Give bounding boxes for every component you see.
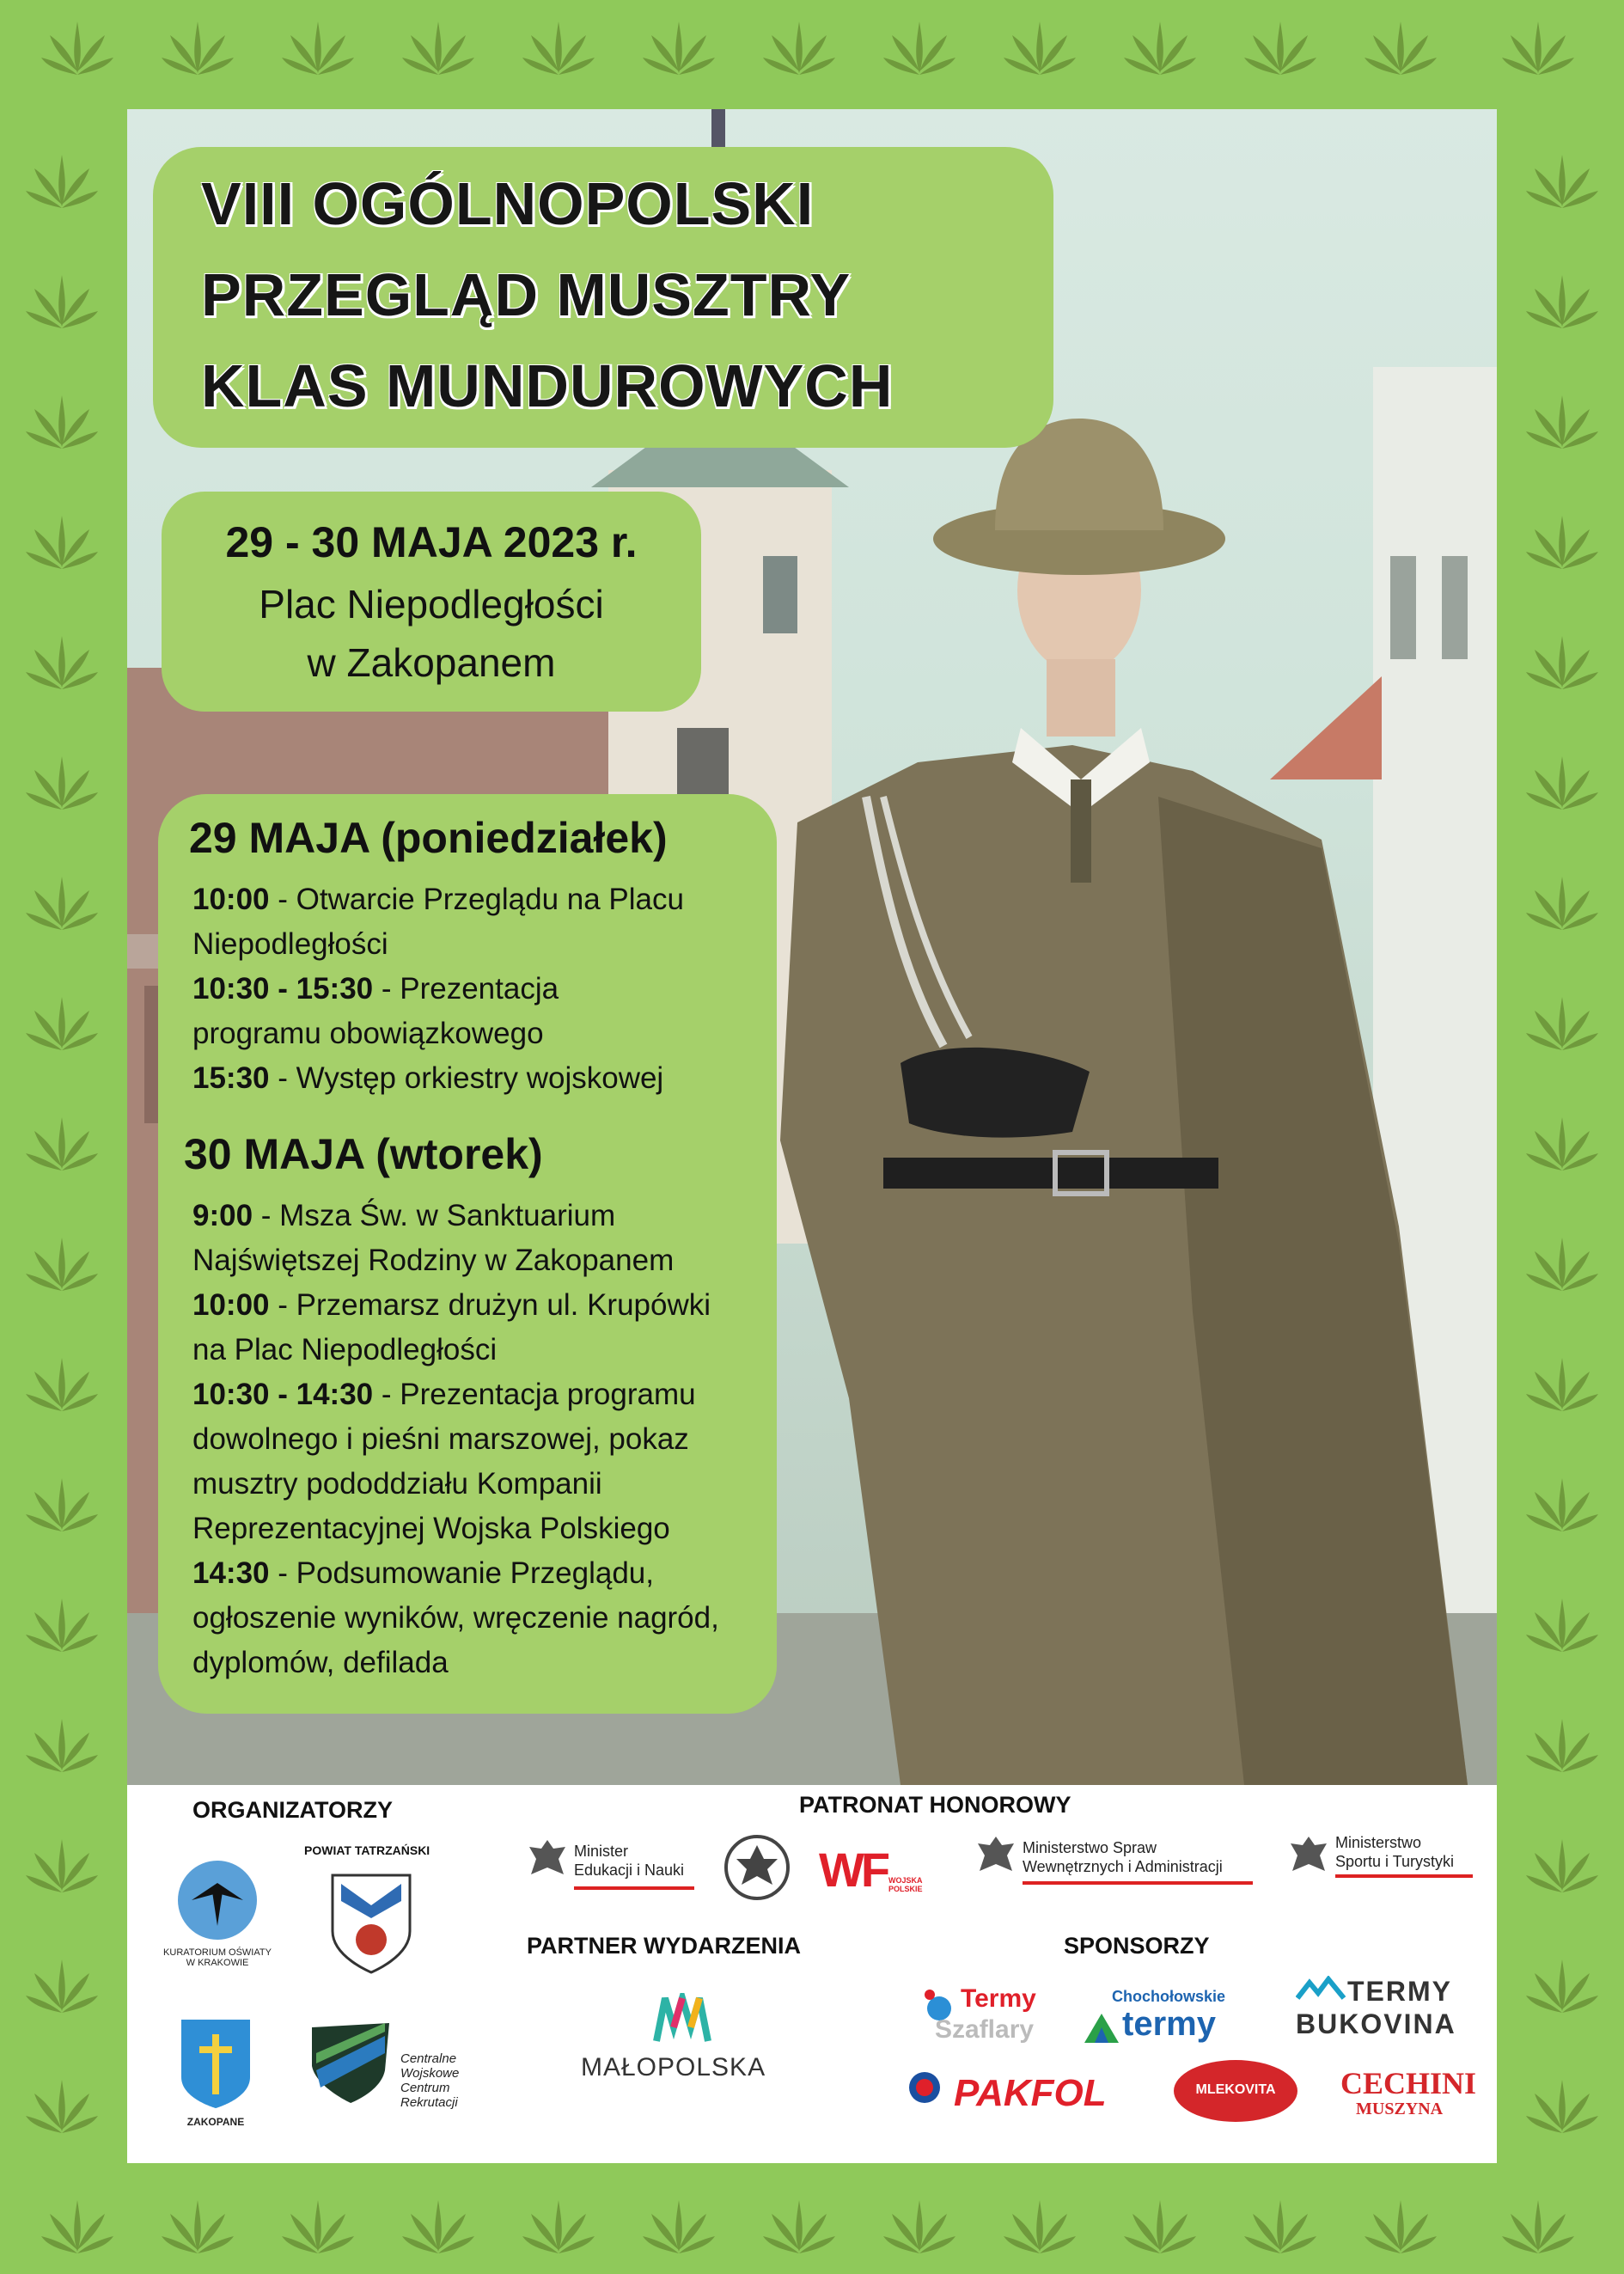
schedule-box [158, 794, 777, 1714]
chocholow-text-1: Chochołowskie [1112, 1988, 1226, 2005]
pakfol-text: PAKFOL [954, 2072, 1107, 2114]
msit-text: Ministerstwo Sportu i Turystyki [1335, 1834, 1455, 1870]
men-text: Minister Edukacji i Nauki [574, 1843, 685, 1879]
chocholow-text-2: termy [1122, 2005, 1216, 2043]
day1-item: programu obowiązkowego [192, 1017, 544, 1050]
day2-item: Najświętszej Rodziny w Zakopanem [192, 1244, 675, 1277]
zakopane-crest: ZAKOPANE [177, 2017, 254, 2128]
pakfol-badge-icon [906, 2069, 943, 2106]
malopolska-logo [653, 1993, 713, 2049]
bukovina-icon [1296, 1976, 1347, 2006]
chocholow-icon [1083, 2010, 1120, 2049]
kuratorium-emblem-icon [174, 1857, 260, 1943]
men-underline [574, 1886, 694, 1890]
men-logo [528, 1837, 567, 1889]
cwcr-logo [308, 2019, 394, 2109]
day2-item: dyplomów, defilada [192, 1646, 449, 1679]
day1-item: Niepodległości [192, 927, 388, 961]
event-dates: 29 - 30 MAJA 2023 r. [225, 518, 638, 566]
organizers-heading: ORGANIZATORZY [192, 1797, 393, 1823]
mswia-text: Ministerstwo Spraw Wewnętrznych i Administracji [1023, 1839, 1223, 1875]
mountains-icon [1296, 1976, 1347, 2002]
day2-item: dowolnego i pieśni marszowej, pokaz [192, 1422, 689, 1456]
polish-eagle-icon [976, 1833, 1016, 1881]
powiat-crest [328, 1871, 414, 1978]
mswia-logo [976, 1833, 1016, 1886]
polish-eagle-icon [1289, 1833, 1328, 1881]
cechini-text-1: CECHINI [1340, 2066, 1477, 2100]
day1-item: 10:30 - 15:30 - Prezentacja [192, 972, 559, 1006]
title-line-3: KLAS MUNDUROWYCH [201, 352, 894, 419]
event-place-line-2: w Zakopanem [307, 640, 556, 685]
day1-item: 15:30 - Występ orkiestry wojskowej [192, 1061, 664, 1095]
day2-item: na Plac Niepodległości [192, 1333, 498, 1366]
bukovina-text-2: BUKOVINA [1296, 2008, 1456, 2039]
poster-frame [127, 109, 1497, 2163]
cwcr-text: Centralne Wojskowe Centrum Rekrutacji [400, 2051, 460, 2110]
szaflary-text-1: Termy [961, 1984, 1036, 2013]
mountain-icon [1083, 2010, 1120, 2045]
powiat-label: POWIAT TATRZAŃSKI [304, 1843, 430, 1857]
title-box [153, 147, 1053, 448]
military-emblem-icon [723, 1833, 791, 1902]
malopolska-m-icon [653, 1993, 713, 2045]
day2-heading: 30 MAJA (wtorek) [184, 1130, 543, 1178]
bukovina-text-1: TERMY [1347, 1976, 1452, 2007]
cwcr-shield-icon [308, 2019, 394, 2105]
day2-item: ogłoszenie wyników, wręczenie nagród, [192, 1601, 719, 1635]
wf-subtitle: WOJSKA POLSKIE [888, 1876, 923, 1893]
day1-heading: 29 MAJA (poniedziałek) [189, 814, 668, 862]
day1-item: 10:00 - Otwarcie Przeglądu na Placu [192, 883, 684, 916]
msit-underline [1335, 1874, 1473, 1878]
malopolska-text: MAŁOPOLSKA [581, 2053, 766, 2081]
day2-item: musztry pododdziału Kompanii [192, 1467, 602, 1501]
szaflary-text-2: Szaflary [935, 2015, 1035, 2044]
day2-item: 10:30 - 14:30 - Prezentacja programu [192, 1378, 696, 1411]
sponsors-panel [127, 1785, 1497, 2163]
title-line-2: PRZEGLĄD MUSZTRY [201, 261, 852, 328]
day2-item: 14:30 - Podsumowanie Przeglądu, [192, 1556, 654, 1590]
title-line-1: VIII OGÓLNOPOLSKI [201, 170, 815, 237]
polish-eagle-icon [528, 1837, 567, 1885]
day2-item: 10:00 - Przemarsz drużyn ul. Krupówki [192, 1288, 711, 1322]
zakopane-shield-icon [179, 2017, 253, 2112]
mswia-underline [1023, 1881, 1253, 1885]
wf-logo: WF [819, 1843, 888, 1897]
event-place-line-1: Plac Niepodległości [259, 582, 604, 627]
date-place-box [162, 492, 701, 712]
dwot-emblem [723, 1833, 791, 1906]
kuratorium-logo: KURATORIUM OŚWIATY W KRAKOWIE [153, 1857, 282, 1986]
msit-logo [1289, 1833, 1328, 1886]
partner-heading: PARTNER WYDARZENIA [527, 1933, 801, 1959]
sponsors-heading: SPONSORZY [1064, 1933, 1210, 1959]
day2-item: Reprezentacyjnej Wojska Polskiego [192, 1512, 670, 1545]
day2-item: 9:00 - Msza Św. w Sanktuarium [192, 1199, 616, 1232]
mlekovita-logo: MLEKOVITA [1174, 2060, 1297, 2122]
powiat-shield-icon [328, 1871, 414, 1974]
patronage-heading: PATRONAT HONOROWY [799, 1792, 1071, 1818]
cechini-text-2: MUSZYNA [1356, 2100, 1444, 2118]
pakfol-icon [906, 2069, 943, 2111]
